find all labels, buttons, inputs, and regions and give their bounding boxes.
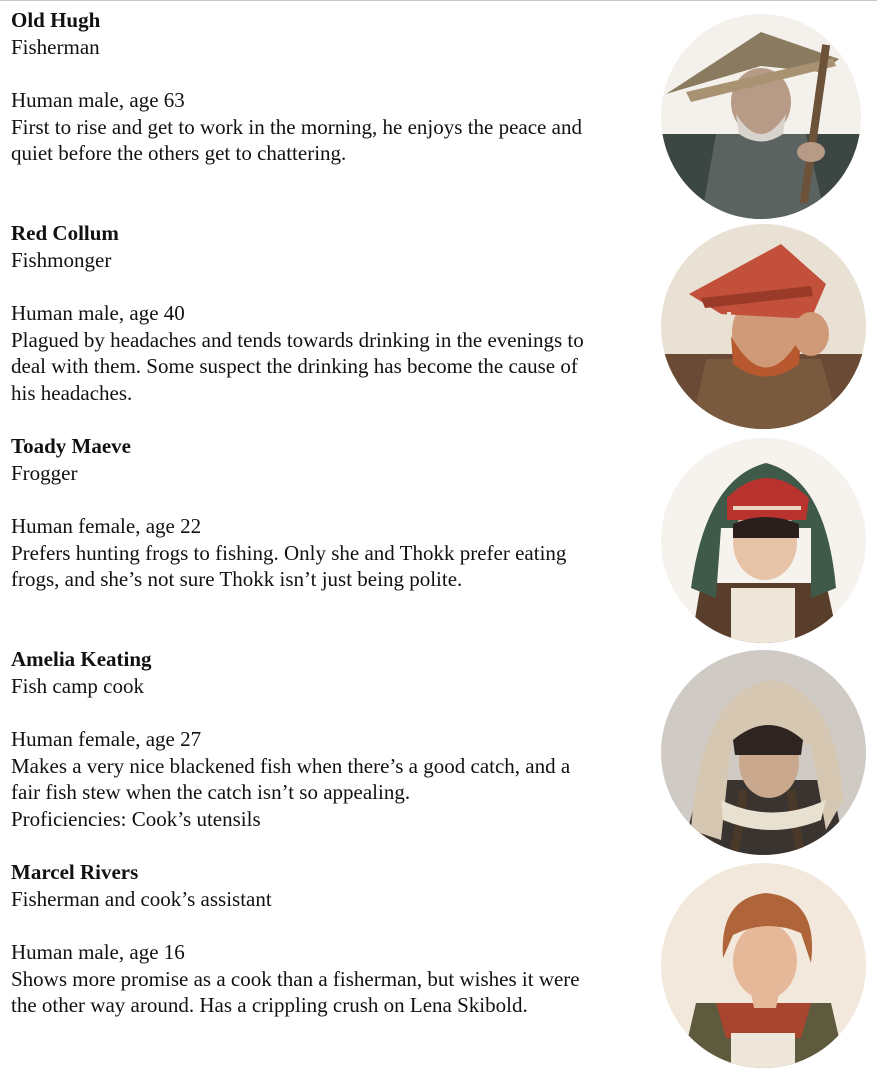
character-role: Fish camp cook	[11, 673, 144, 698]
character-description-line: Proficiencies: Cook’s utensils	[11, 806, 261, 831]
character-name: Toady Maeve	[11, 434, 131, 458]
character-name: Old Hugh	[11, 8, 101, 32]
character-role: Fisherman	[11, 34, 100, 59]
hooded-woman-portrait	[661, 650, 866, 855]
character-description-line: frogs, and she’s not sure Thokk isn’t just being polite.	[11, 567, 463, 591]
character-name: Red Collum	[11, 221, 119, 245]
character-race-age: Human male, age 63	[11, 88, 185, 112]
young-man-portrait	[661, 863, 866, 1068]
character-role: Fisherman and cook’s assistant	[11, 886, 272, 911]
character-entry-red-collum	[11, 220, 651, 406]
character-description-line: First to rise and get to work in the morning, he enjoys the peace and	[11, 114, 582, 139]
character-race-age: Human female, age 22	[11, 514, 202, 538]
headscarf-woman-portrait	[661, 438, 866, 643]
character-role: Frogger	[11, 460, 78, 485]
character-description-line: Prefers hunting frogs to fishing. Only she and Thokk prefer eating	[11, 540, 567, 565]
character-description-line: Plagued by headaches and tends towards drinking in the evenings to	[11, 327, 584, 352]
character-description-line: Shows more promise as a cook than a fisherman, but wishes it were	[11, 966, 580, 991]
character-name: Amelia Keating	[11, 647, 152, 671]
character-description-line: Makes a very nice blackened fish when there’s a good catch, and a	[11, 753, 571, 778]
character-description-line: fair fish stew when the catch isn’t so appealing.	[11, 780, 411, 804]
character-description-line: deal with them. Some suspect the drinking has become the cause of	[11, 354, 578, 378]
top-divider	[0, 0, 877, 1]
character-race-age: Human female, age 27	[11, 727, 202, 751]
character-description-line: the other way around. Has a crippling crush on Lena Skibold.	[11, 993, 528, 1017]
character-race-age: Human male, age 40	[11, 301, 185, 325]
character-description-line: his headaches.	[11, 380, 133, 405]
character-entry-marcel-rivers	[11, 859, 651, 1019]
character-role: Fishmonger	[11, 247, 112, 272]
character-entry-amelia-keating	[11, 646, 651, 832]
character-entry-toady-maeve	[11, 433, 651, 593]
character-name: Marcel Rivers	[11, 860, 139, 884]
character-description-line: quiet before the others get to chattering.	[11, 141, 347, 165]
red-hat-bearded-man-portrait	[661, 224, 866, 429]
character-race-age: Human male, age 16	[11, 940, 185, 964]
character-entry-old-hugh	[11, 7, 651, 167]
straw-hat-fisherman-portrait	[661, 14, 861, 219]
